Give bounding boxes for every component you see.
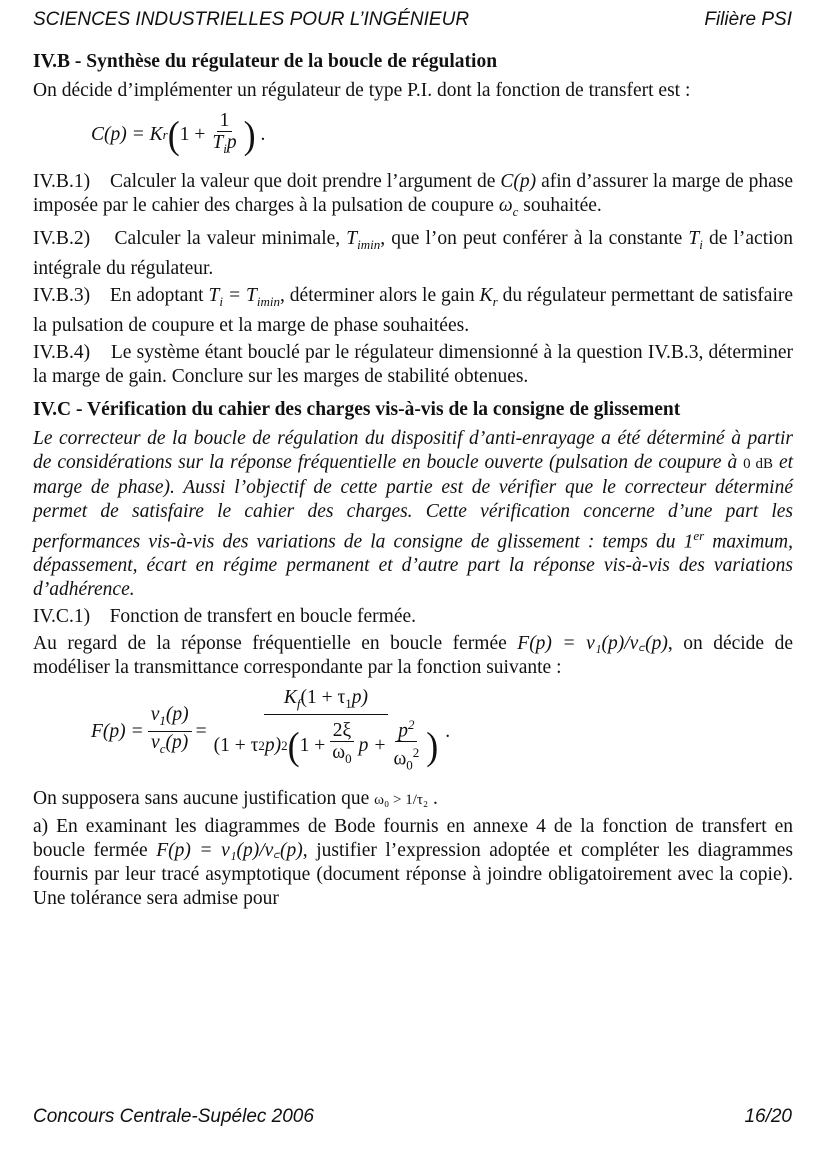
numerator: [264, 688, 388, 715]
text: Calculer la valeur minimale,: [114, 227, 341, 249]
question-a: [33, 815, 793, 911]
text: , que l’on peut conférer à la constante: [380, 227, 683, 249]
question-number: IV.B.3): [33, 284, 91, 306]
eq-sup: 2: [407, 716, 415, 732]
footer-contest: Concours Centrale-Supélec 2006: [33, 1106, 314, 1127]
equation-cp: [91, 111, 793, 160]
eq-term: K: [283, 687, 297, 709]
denominator: [211, 715, 442, 777]
eq-term: ω: [393, 748, 407, 770]
page-number: 16/20: [744, 1106, 792, 1127]
text: souhaitée.: [523, 194, 602, 216]
math: [479, 284, 498, 309]
math-symbol: K: [479, 284, 493, 306]
eq-term: (p): [165, 731, 189, 753]
eq-term: 1 +: [299, 734, 326, 756]
math: F(p) = ν₁(p)/ν꜀(p): [517, 633, 668, 655]
text: Le système étant bouclé par le régulateur dimensionné à la question IV.B.3, déterminer la marge de gain. Conclure sur les marges de stabilité obtenues.: [33, 341, 793, 387]
section-title-ivb: IV.B - Synthèse du régulateur de la boucle de régulation: [33, 51, 498, 72]
eq-sub: i: [223, 140, 227, 156]
eq-sub: 1: [345, 695, 352, 711]
equation-fp: [91, 688, 793, 777]
eq-term: T: [212, 132, 224, 153]
eq-term: ν: [150, 704, 160, 726]
fraction: [329, 721, 354, 770]
numerator: [148, 705, 192, 732]
numerator: 2ξ: [330, 721, 354, 742]
fraction: [390, 715, 422, 777]
denominator: [329, 742, 354, 770]
eq-sub: r: [162, 127, 168, 143]
math: [208, 284, 280, 309]
question-number: IV.C.1): [33, 606, 91, 628]
math-sub: r: [492, 293, 498, 309]
text: et marge de phase). Aussi l’objectif de cette partie est de vérifier que le correcteur déterminé permet de satisfaire le cahier des charges. Cette vérification concerne d’une part les performances vis-à-vis des variations de la consigne de glissement : temps du 1: [33, 451, 794, 553]
math-sub: c: [512, 203, 519, 219]
paren: (: [287, 723, 300, 768]
eq-term: (1 + τ: [213, 734, 259, 756]
question-ivb3: [33, 284, 793, 338]
math-symbol: = T: [222, 284, 257, 306]
eq-sub: 0: [406, 757, 413, 773]
fraction: [211, 688, 442, 777]
eq-equals: =: [195, 721, 207, 743]
math-symbol: T: [688, 227, 700, 249]
math-sub: imin: [357, 236, 381, 252]
text: .: [433, 787, 438, 809]
text: , on décide de modéliser la transmittance correspondante par la fonction suivante :: [33, 633, 793, 679]
eq-lhs: F(p) =: [91, 721, 144, 743]
question-ivb2: [33, 227, 793, 281]
text: afin d’assurer la marge de phase imposée par le cahier des charges à la pulsation de coupure: [33, 170, 794, 216]
denominator: [148, 732, 191, 760]
intro-paragraph: [33, 427, 793, 603]
eq-sub: 1: [159, 712, 166, 728]
eq-term: p): [264, 734, 282, 756]
section-title-ivc: IV.C - Vérification du cahier des charges vis-à-vis de la consigne de glissement: [33, 398, 681, 420]
text: du régulateur permettant de satisfaire la pulsation de coupure et la marge de phase souhaitées.: [33, 284, 794, 336]
paragraph: [33, 787, 793, 812]
paragraph: On décide d’implémenter un régulateur de type P.I. dont la fonction de transfert est :: [33, 80, 691, 101]
denominator: [390, 742, 422, 776]
page-footer: [33, 1106, 792, 1128]
math: [498, 194, 519, 219]
math-sub: imin: [256, 293, 280, 309]
fraction: [148, 705, 192, 760]
text: , justifier l’expression adoptée et compléter les diagrammes fournis par leur tracé asymptotique (document réponse à joindre obligatoirement avec la copie). Une tolérance sera admise pour: [33, 839, 794, 909]
eq-sup: 2: [412, 745, 420, 761]
eq-sup: 2: [281, 737, 288, 753]
math: [688, 227, 703, 252]
eq-end: .: [445, 721, 451, 743]
eq-sub: 2: [258, 737, 265, 753]
paren: (: [167, 113, 180, 158]
math-symbol: ω: [498, 194, 513, 216]
eq-term: p: [226, 132, 237, 153]
eq-term: ω: [332, 742, 346, 764]
superscript: er: [693, 527, 705, 543]
math: [346, 227, 381, 252]
page-body: [33, 50, 793, 914]
eq-term: (1 + τ: [300, 687, 346, 709]
math-symbol: T: [208, 284, 220, 306]
question-number: IV.B.1): [33, 170, 91, 192]
denominator: [209, 132, 239, 160]
text: En adoptant: [109, 284, 204, 306]
text: Le correcteur de la boucle de régulation du dispositif d’anti-enrayage a été déterminé à partir de considérations sur la réponse fréquentielle en boucle ouverte (pulsation de coupure à: [33, 427, 793, 473]
eq-term: p): [351, 687, 369, 709]
eq-lhs: C(p) = K: [91, 124, 163, 146]
math-sub: i: [219, 293, 223, 309]
eq-term: (p): [165, 704, 189, 726]
text: a) En examinant les diagrammes de Bode fournis en annexe 4 de la fonction de transfert en boucle fermée: [33, 815, 793, 861]
text: , déterminer alors le gain: [279, 284, 475, 306]
header-subject: SCIENCES INDUSTRIELLES POUR L’INGÉNIEUR: [33, 9, 470, 30]
math: C(p): [500, 170, 537, 192]
text: Fonction de transfert en boucle fermée.: [109, 606, 417, 628]
paren: ): [243, 113, 256, 158]
math: ω₀ > 1/τ₂: [374, 791, 429, 808]
question-ivb1: [33, 170, 793, 224]
eq-term: p: [398, 720, 408, 742]
text: On supposera sans aucune justification que: [33, 787, 370, 809]
eq-term: 1 +: [179, 124, 206, 146]
math: F(p) = ν₁(p)/ν꜀(p): [156, 839, 303, 861]
question-number: IV.B.2): [33, 227, 91, 249]
eq-sub: c: [159, 740, 166, 756]
paragraph: [33, 632, 793, 680]
page-header: [33, 9, 792, 31]
header-track: Filière PSI: [704, 9, 792, 30]
eq-term: ν: [151, 731, 160, 753]
numerator: 1: [217, 111, 233, 132]
eq-sub: f: [296, 695, 301, 711]
eq-sub: 0: [345, 751, 352, 767]
text: Calculer la valeur que doit prendre l’argument de: [110, 170, 496, 192]
eq-term: p +: [358, 734, 387, 756]
question-ivc1: [33, 605, 793, 629]
text: maximum, dépassement, écart en régime permanent et d’autre part la réponse vis-à-vis des variations d’adhérence.: [33, 531, 793, 601]
numerator: [395, 715, 417, 743]
fraction: [209, 111, 239, 160]
paren: ): [426, 723, 439, 768]
math-symbol: T: [346, 227, 358, 249]
question-ivb4: [33, 341, 793, 389]
text: Au regard de la réponse fréquentielle en boucle fermée: [33, 633, 507, 655]
math-sub: i: [699, 236, 703, 252]
math: 0 dB: [743, 455, 773, 472]
text: de l’action intégrale du régulateur.: [33, 227, 794, 279]
question-number: IV.B.4): [33, 341, 91, 363]
eq-end: .: [260, 124, 266, 146]
